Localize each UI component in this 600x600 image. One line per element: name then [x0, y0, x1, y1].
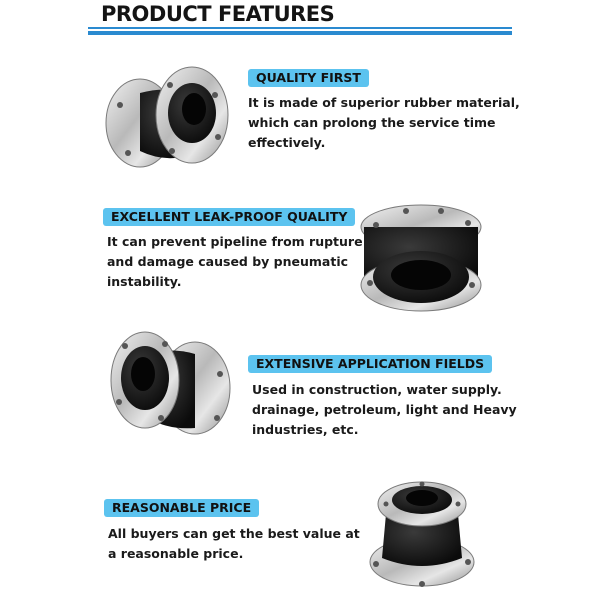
header-rule-thin [88, 27, 512, 29]
feature-desc-reasonable-price: All buyers can get the best value at a reasonable price. [108, 526, 360, 561]
feature-title-reasonable-price: REASONABLE PRICE [104, 499, 259, 517]
rubber-expansion-joint-image [100, 55, 232, 175]
rubber-expansion-joint-image [105, 318, 235, 443]
rubber-expansion-joint-image [362, 470, 482, 590]
feature-desc-leak-proof: It can prevent pipeline from rupture and damage caused by pneumatic instability. [107, 234, 363, 289]
feature-desc-application-fields: Used in construction, water supply. drainage, petroleum, light and Heavy industries, etc. [252, 382, 517, 437]
feature-desc-quality-first: It is made of superior rubber material, which can prolong the service time effectively. [248, 95, 520, 150]
feature-title-quality-first: QUALITY FIRST [248, 69, 369, 87]
page-title: PRODUCT FEATURES [101, 2, 335, 26]
header-rule-thick [88, 31, 512, 35]
feature-title-leak-proof: EXCELLENT LEAK-PROOF QUALITY [103, 208, 355, 226]
feature-title-application-fields: EXTENSIVE APPLICATION FIELDS [248, 355, 492, 373]
rubber-expansion-joint-image [356, 195, 486, 320]
